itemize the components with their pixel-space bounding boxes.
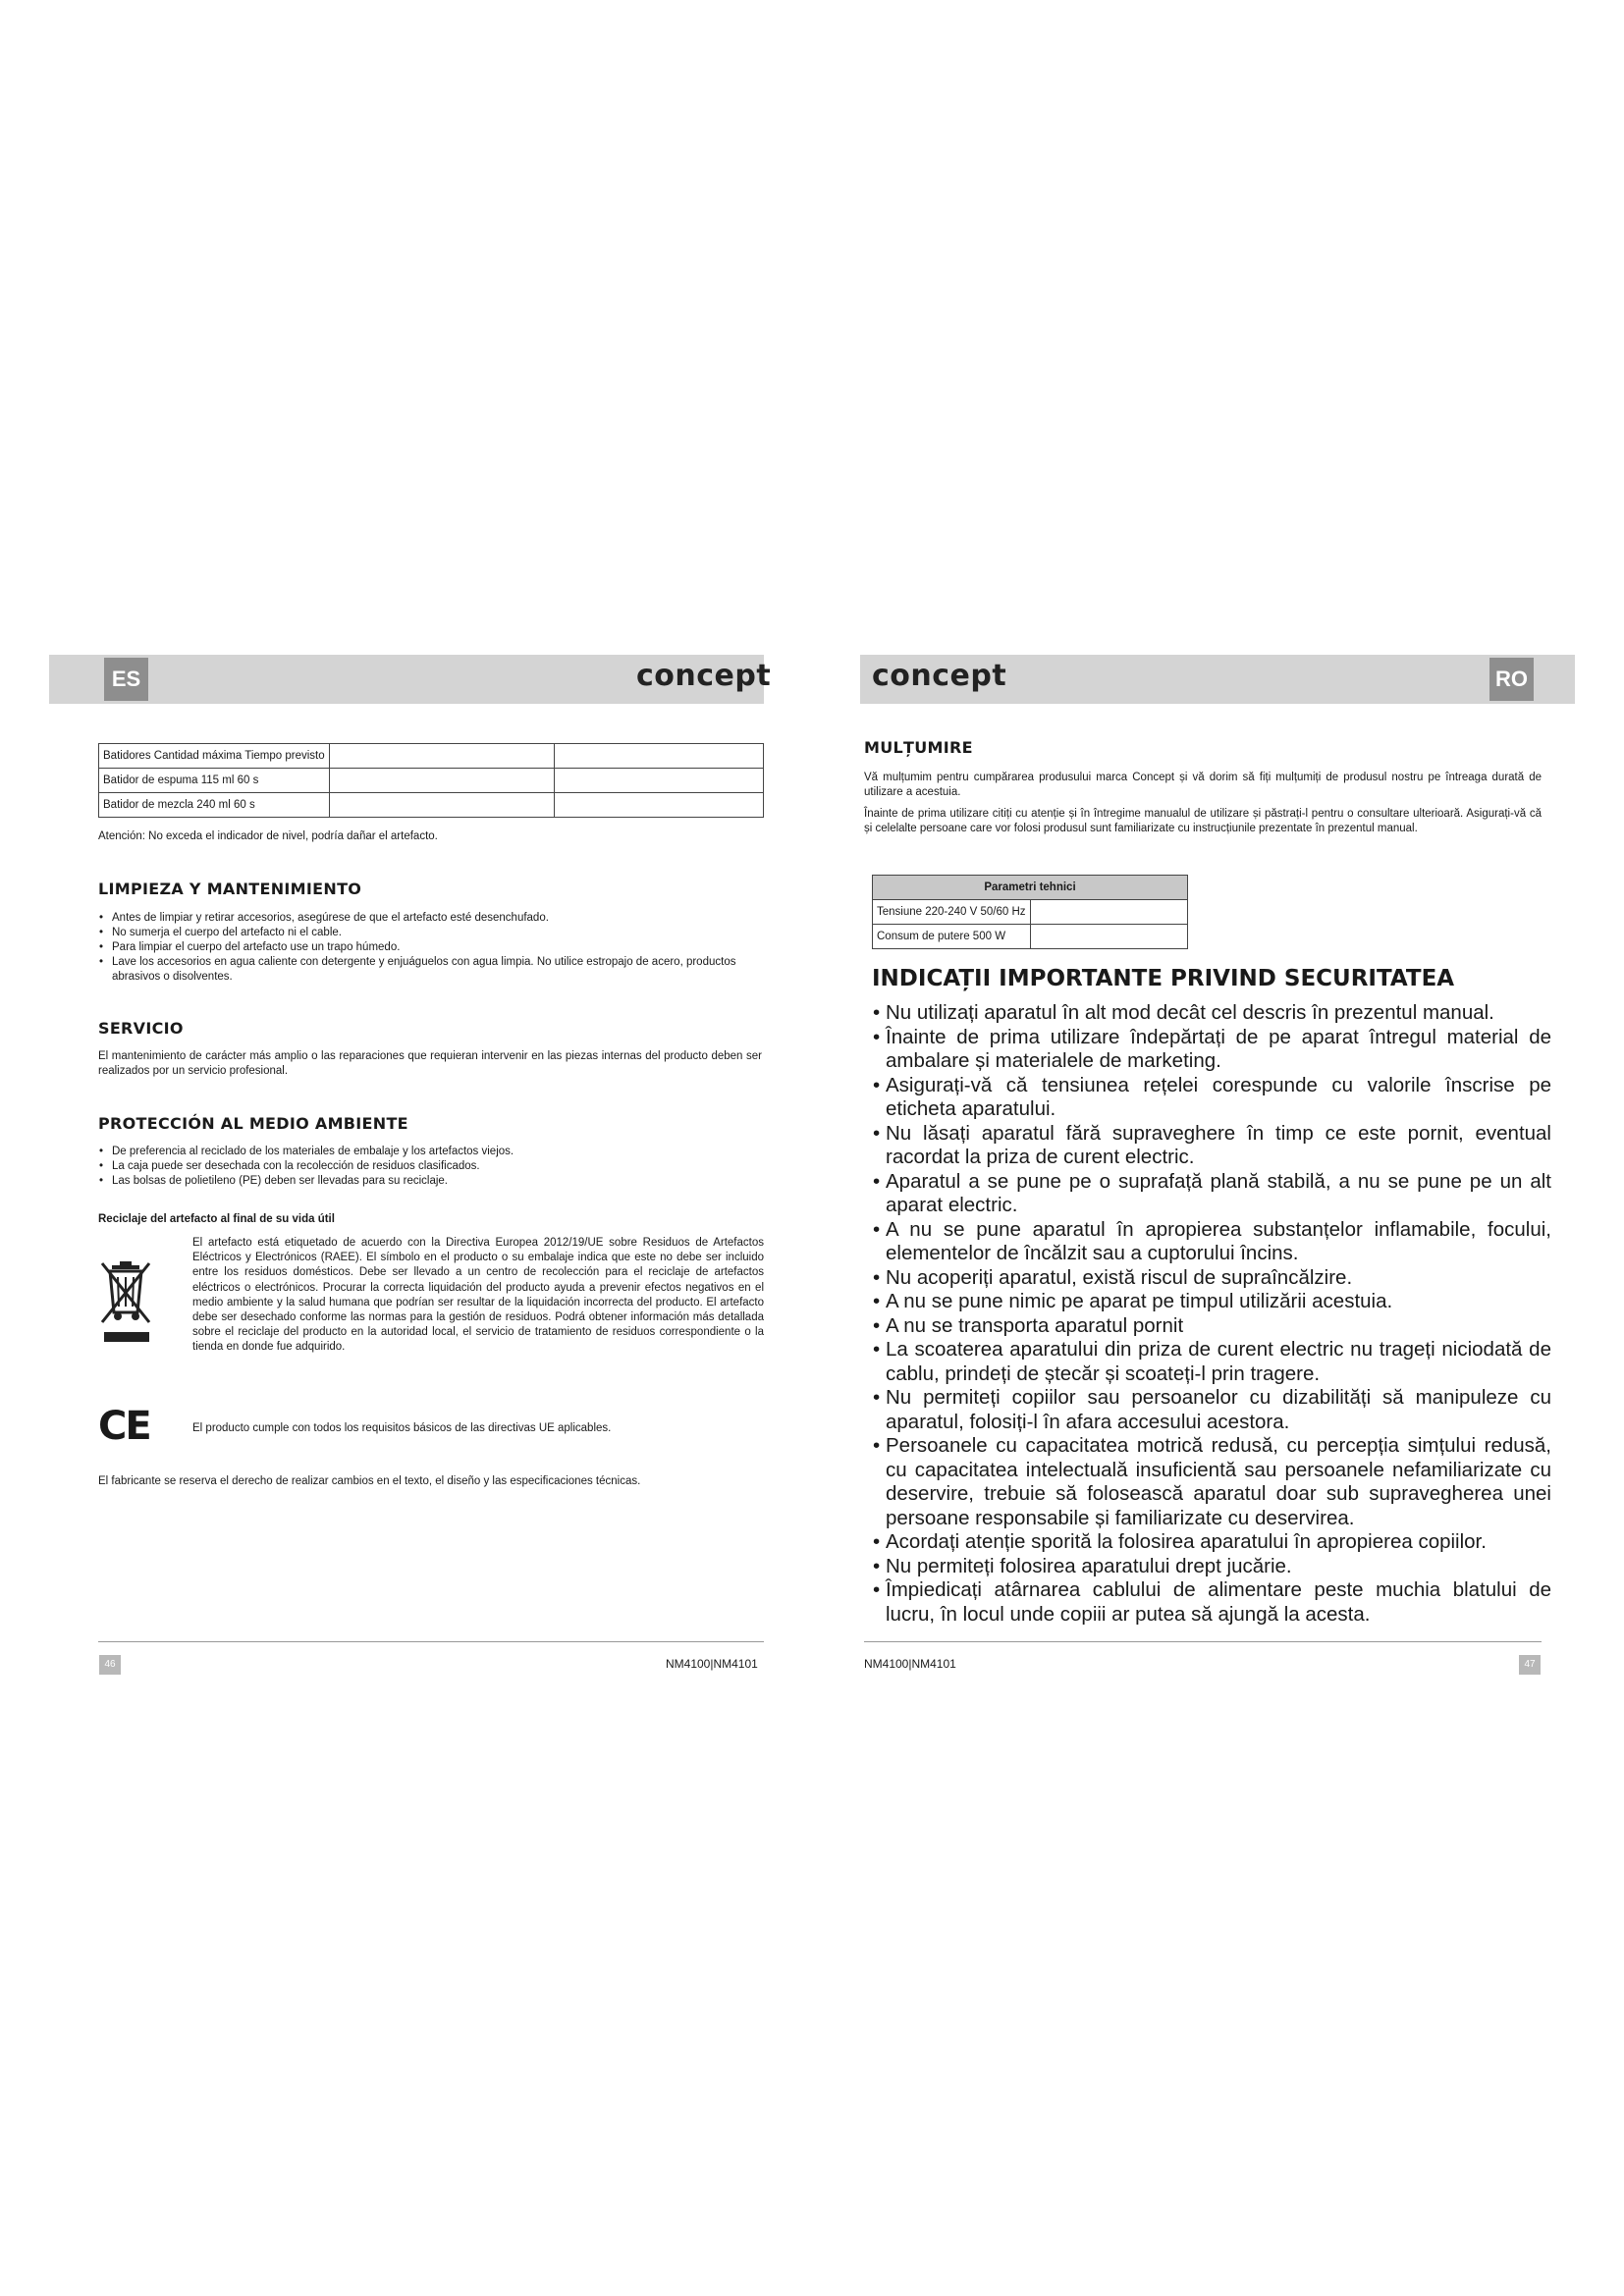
table-cell: Batidor de mezcla 240 ml 60 s (99, 793, 330, 818)
table-cell: Tensiune 220-240 V 50/60 Hz (873, 900, 1031, 925)
list-item: • Împiedicați atârnarea cablului de alimentare peste muchia blatului de lucru, în locul unde copiii ar putea să ajungă la acesta. (872, 1578, 1551, 1627)
thanks-paragraph-2: Înainte de prima utilizare citiți cu atenție și în întregime manualul de utilizare și păstrați-l pentru o consultare ulterioară. Asigurați-vă că și celelalte persoane care vor folosi produsul sunt familiarizate cu instrucțiunile prezentate în prezentul manual. (864, 808, 1542, 834)
list-item: • Las bolsas de polietileno (PE) deben ser llevadas para su reciclaje. (98, 1174, 766, 1189)
table-cell: Batidor de espuma 115 ml 60 s (99, 769, 330, 793)
list-item: • Nu permiteți folosirea aparatului drept jucărie. (872, 1555, 1551, 1579)
list-item: • No sumerja el cuerpo del artefacto ni el cable. (98, 926, 766, 940)
capacity-table-wrapper (98, 743, 764, 818)
list-item: • Nu lăsați aparatul fără supraveghere în timp ce este pornit, eventual racordat la priza de curent electric. (872, 1122, 1551, 1170)
ce-text: El producto cumple con todos los requisitos básicos de las directivas UE aplicables. (192, 1422, 612, 1434)
list-item: • A nu se pune nimic pe aparat pe timpul utilizării acestuia. (872, 1290, 1551, 1314)
list-item: • A nu se transporta aparatul pornit (872, 1314, 1551, 1339)
thanks-title: MULȚUMIRE (864, 738, 973, 757)
cleaning-list (98, 911, 766, 985)
model-number-right: NM4100|NM4101 (864, 1657, 956, 1671)
service-title: SERVICIO (98, 1019, 184, 1038)
ce-mark: CE (98, 1404, 150, 1449)
list-item: • Înainte de prima utilizare îndepărtați de pe aparat întregul material de ambalare și materialele de marketing. (872, 1026, 1551, 1074)
footer-divider-right (864, 1641, 1542, 1642)
weee-bin-icon (98, 1259, 157, 1348)
brand-logo-left: concept (636, 659, 772, 693)
table-row (873, 900, 1188, 925)
params-header: Parametri tehnici (873, 876, 1188, 900)
safety-list (872, 1001, 1551, 1627)
attention-note: Atención: No exceda el indicador de nivel, podría dañar el artefacto. (98, 830, 438, 842)
list-item: • Nu permiteți copiilor sau persoanelor cu dizabilități să manipuleze cu aparatul, folosiți-l în afara accesului acestora. (872, 1386, 1551, 1434)
brand-logo-right: concept (872, 659, 1007, 693)
list-item: • A nu se pune aparatul în apropierea substanțelor inflamabile, focului, elementelor de încălzit sau a cuptorului încins. (872, 1218, 1551, 1266)
list-item: • La scoaterea aparatului din priza de curent electric nu trageți niciodată de cablu, prindeți de ștecăr și scoateți-l prin tragere. (872, 1338, 1551, 1386)
footer-divider-left (98, 1641, 764, 1642)
page-number-left: 46 (99, 1655, 121, 1675)
table-row (873, 876, 1188, 900)
list-item: • Acordați atenție sporită la folosirea aparatului în apropierea copiilor. (872, 1530, 1551, 1555)
list-item: • De preferencia al reciclado de los materiales de embalaje y los artefactos viejos. (98, 1145, 766, 1159)
recycle-title: Reciclaje del artefacto al final de su vida útil (98, 1213, 335, 1225)
list-item: • Para limpiar el cuerpo del artefacto use un trapo húmedo. (98, 940, 766, 955)
safety-title: INDICAȚII IMPORTANTE PRIVIND SECURITATEA (872, 966, 1455, 991)
list-item: • Lave los accesorios en agua caliente con detergente y enjuáguelos con agua limpia. No utilice estropajo de acero, productos abrasivos o disolventes. (98, 955, 766, 985)
params-table-wrapper (872, 875, 1188, 949)
list-item: • Antes de limpiar y retirar accesorios, asegúrese de que el artefacto esté desenchufado. (98, 911, 766, 926)
list-item: • Asigurați-vă că tensiunea rețelei corespunde cu valorile înscrise pe eticheta aparatului. (872, 1074, 1551, 1122)
thanks-paragraph-1: Vă mulțumim pentru cumpărarea produsului marca Concept și vă dorim să fiți mulțumiți de produsul nostru pe întreaga durată de utilizare a acestuia. (864, 772, 1542, 798)
language-badge-ro: RO (1489, 658, 1534, 701)
table-row (99, 769, 764, 793)
list-item: • La caja puede ser desechada con la recolección de residuos clasificados. (98, 1159, 766, 1174)
environment-title: PROTECCIÓN AL MEDIO AMBIENTE (98, 1114, 408, 1133)
language-badge-es: ES (104, 658, 148, 701)
list-item: • Persoanele cu capacitatea motrică redusă, cu percepția simțului redusă, cu capacitatea intelectuală insuficientă sau persoanele nefamiliarizate cu deservire, trebuie să folosească aparatul doar sub supravegherea unei persoane responsabile și familiarizate cu deservirea. (872, 1434, 1551, 1530)
list-item: • Aparatul a se pune pe o suprafață plană stabilă, a nu se pune pe un alt aparat electric. (872, 1170, 1551, 1218)
capacity-table (98, 743, 764, 818)
recycle-text: El artefacto está etiquetado de acuerdo con la Directiva Europea 2012/19/UE sobre Residuos de Artefactos Eléctricos y Electrónicos (RAEE). El símbolo en el producto o su embalaje indica que este no debe ser incluido entre los residuos domésticos. Debe ser llevado a un centro de recolección para el reciclaje de artefactos eléctricos o electrónicos. Procurar la correcta liquidación del producto ayuda a prevenir efectos negativos en el medio ambiente y la salud humana que podrían ser resultar de la liquidación incorrecta del producto. El artefacto debe ser desechado conforme las normas para la gestión de residuos. Podrá obtener información más detallada sobre el reciclaje del producto en la autoridad local, el servicio de tratamiento de residuos correspondiente o la tienda en donde fue adquirido. (192, 1237, 764, 1354)
list-item: • Nu utilizați aparatul în alt mod decât cel descris în prezentul manual. (872, 1001, 1551, 1026)
params-table (872, 875, 1188, 949)
table-row (99, 793, 764, 818)
model-number-left: NM4100|NM4101 (666, 1657, 758, 1671)
list-item: • Nu acoperiți aparatul, există riscul de supraîncălzire. (872, 1266, 1551, 1291)
manufacturer-note: El fabricante se reserva el derecho de realizar cambios en el texto, el diseño y las especificaciones técnicas. (98, 1475, 641, 1487)
service-text: El mantenimiento de carácter más amplio o las reparaciones que requieran intervenir en las piezas internas del producto deben ser realizados por un servicio profesional. (98, 1050, 762, 1077)
environment-list (98, 1145, 766, 1189)
table-row (873, 925, 1188, 949)
table-cell: Consum de putere 500 W (873, 925, 1031, 949)
page-number-right: 47 (1519, 1655, 1541, 1675)
table-row (99, 744, 764, 769)
cleaning-title: LIMPIEZA Y MANTENIMIENTO (98, 880, 362, 898)
table-header-cell: Batidores Cantidad máxima Tiempo previsto (99, 744, 330, 769)
